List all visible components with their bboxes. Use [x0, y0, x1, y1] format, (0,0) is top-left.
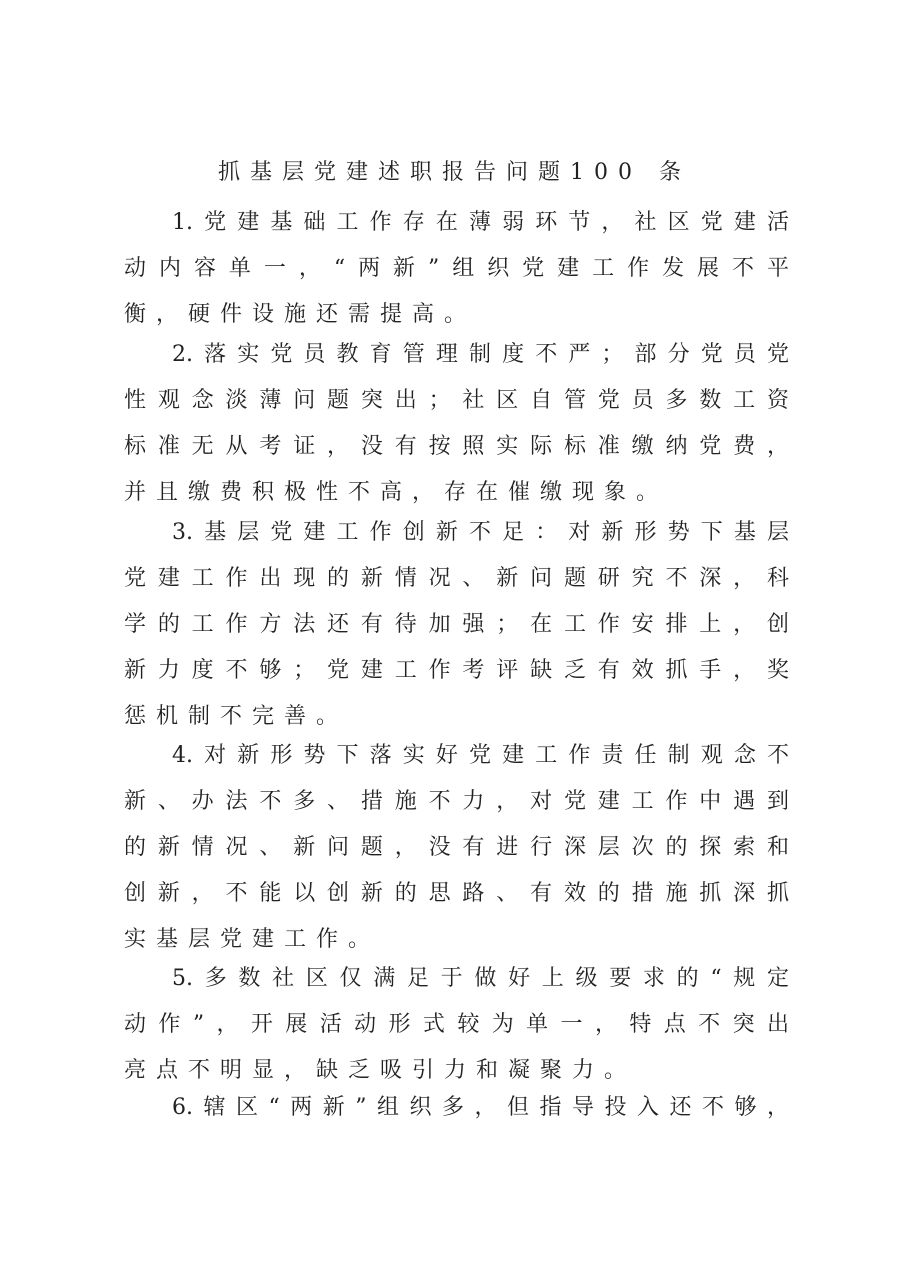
- paragraph-line: 实基层党建工作。: [124, 927, 381, 952]
- paragraph-line: 6.辖区“两新”组织多，但指导投入还不够，: [172, 1095, 789, 1120]
- paragraph-3: [124, 510, 789, 740]
- paragraph-5: [124, 956, 789, 1094]
- paragraph-line: 动作”，开展活动形式较为单一，特点不突出: [124, 1012, 789, 1037]
- paragraph-line: 学的工作方法还有待加强；在工作安排上，创: [124, 612, 789, 637]
- paragraph-line: 3.基层党建工作创新不足：对新形势下基层: [172, 520, 789, 545]
- paragraph-2: [124, 332, 789, 516]
- paragraph-line: 衡，硬件设施还需提高。: [124, 302, 477, 327]
- paragraph-line: 性观念淡薄问题突出；社区自管党员多数工资: [124, 388, 789, 413]
- paragraph-line: 动内容单一，“两新”组织党建工作发展不平: [124, 256, 789, 281]
- document-title: 抓基层党建述职报告问题100 条: [218, 160, 691, 185]
- paragraph-line: 2.落实党员教育管理制度不严；部分党员党: [172, 342, 789, 367]
- paragraph-line: 的新情况、新问题，没有进行深层次的探索和: [124, 835, 789, 860]
- paragraph-line: 惩机制不完善。: [124, 704, 349, 729]
- paragraph-line: 亮点不明显，缺乏吸引力和凝聚力。: [124, 1058, 637, 1083]
- paragraph-line: 新、办法不多、措施不力，对党建工作中遇到: [124, 789, 789, 814]
- paragraph-line: 党建工作出现的新情况、新问题研究不深，科: [124, 566, 789, 591]
- paragraph-6: [124, 1085, 789, 1131]
- paragraph-line: 并且缴费积极性不高，存在催缴现象。: [124, 480, 669, 505]
- paragraph-4: [124, 733, 789, 963]
- paragraph-line: 5.多数社区仅满足于做好上级要求的“规定: [172, 966, 789, 991]
- paragraph-line: 1.党建基础工作存在薄弱环节，社区党建活: [172, 210, 789, 235]
- paragraph-line: 标准无从考证，没有按照实际标准缴纳党费，: [124, 434, 789, 459]
- paragraph-line: 创新，不能以创新的思路、有效的措施抓深抓: [124, 881, 789, 906]
- paragraph-line: 新力度不够；党建工作考评缺乏有效抓手，奖: [124, 658, 789, 683]
- paragraph-1: [124, 200, 789, 338]
- paragraph-line: 4.对新形势下落实好党建工作责任制观念不: [172, 743, 789, 768]
